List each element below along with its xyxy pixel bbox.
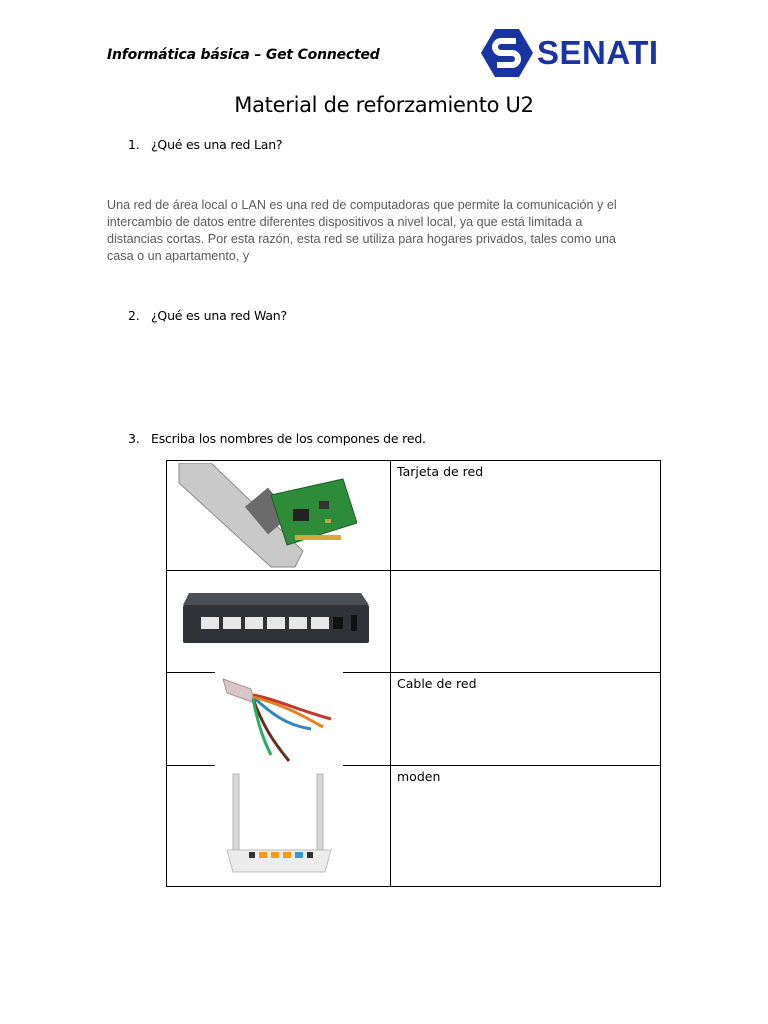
network-cable-icon	[215, 669, 343, 769]
component-image-cell	[167, 766, 391, 887]
component-label	[391, 571, 660, 574]
component-label-cell	[391, 461, 661, 571]
course-header: Informática básica – Get Connected	[107, 47, 380, 63]
answer-line: casa o un apartamento, y	[107, 249, 250, 263]
answer-1	[107, 197, 667, 265]
component-label-cell	[391, 766, 661, 887]
table-row	[167, 461, 661, 571]
component-image-cell	[167, 571, 391, 673]
logo-text: SENATI	[537, 34, 659, 71]
component-label-cell	[391, 571, 661, 673]
senati-logo	[479, 27, 669, 79]
router-icon	[223, 772, 335, 880]
network-switch-icon	[175, 571, 375, 651]
question-number: 2.	[128, 308, 140, 323]
question-number: 1.	[128, 137, 140, 152]
question-3	[128, 431, 426, 446]
senati-emblem-icon	[479, 27, 535, 79]
components-table	[166, 460, 661, 887]
component-label: Tarjeta de red	[397, 464, 484, 479]
question-2	[128, 308, 287, 323]
table-row	[167, 766, 661, 887]
question-1	[128, 137, 282, 152]
answer-line: Una red de área local o LAN es una red de computadoras que permite la comunicación y el	[107, 198, 617, 212]
table-row	[167, 673, 661, 766]
question-number: 3.	[128, 431, 140, 446]
network-card-icon	[175, 463, 357, 569]
question-text: Escriba los nombres de los compones de red.	[151, 431, 426, 446]
table-row	[167, 571, 661, 673]
answer-line: distancias cortas. Por esta razón, esta red se utiliza para hogares privados, tales como una	[107, 232, 616, 246]
component-image-cell	[167, 673, 391, 766]
component-label-cell	[391, 673, 661, 766]
component-label: moden	[397, 769, 441, 784]
component-image-cell	[167, 461, 391, 571]
question-text: ¿Qué es una red Wan?	[151, 308, 287, 323]
document-title: Material de reforzamiento U2	[234, 93, 534, 117]
component-label: Cable de red	[397, 676, 477, 691]
question-text: ¿Qué es una red Lan?	[151, 137, 283, 152]
answer-line: intercambio de datos entre diferentes dispositivos a nivel local, ya que está limitada a	[107, 215, 583, 229]
